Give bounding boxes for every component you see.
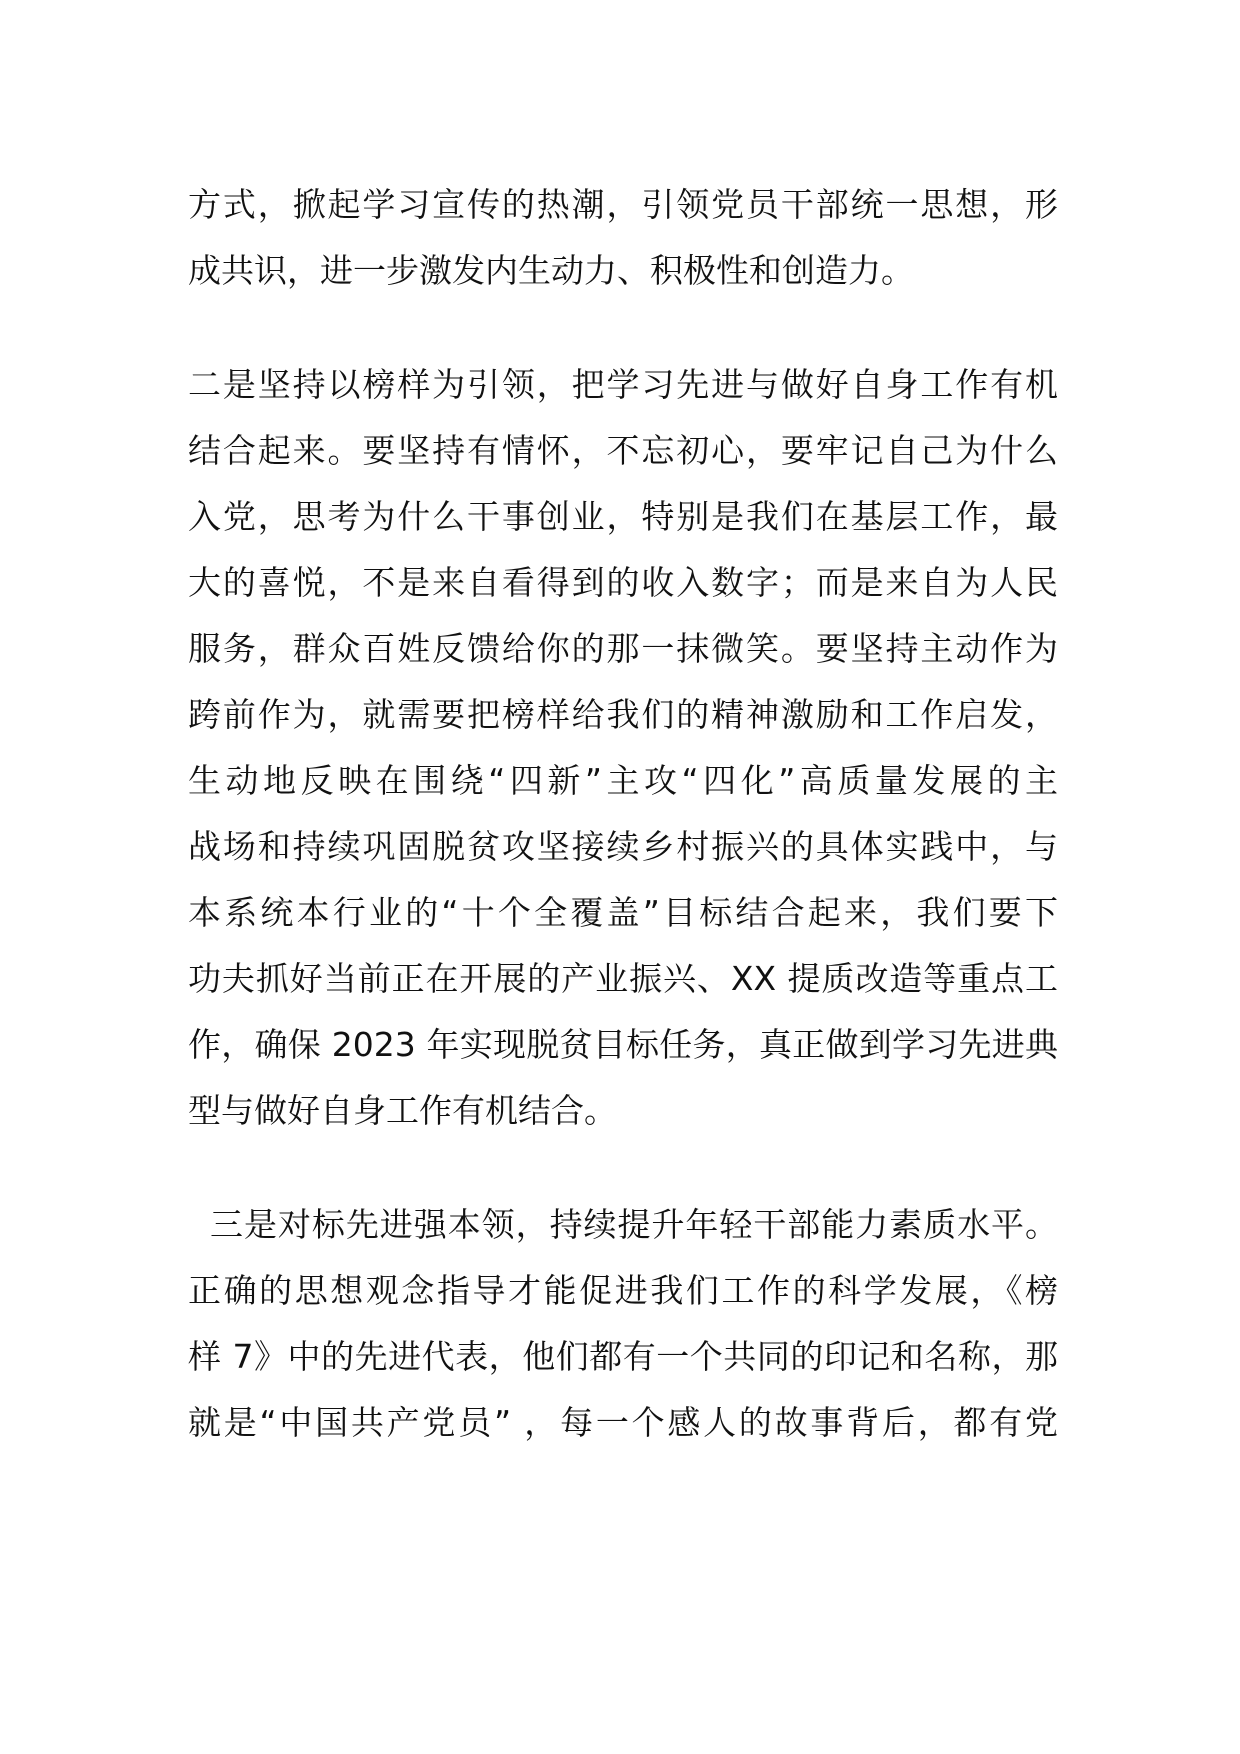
text-line: 方式，掀起学习宣传的热潮，引领党员干部统一思想，形: [188, 185, 1058, 224]
text-line: 功夫抓好当前正在开展的产业振兴、XX 提质改造等重点工: [188, 959, 1058, 998]
text-line: 就是“中国共产党员” ，每一个感人的故事背后，都有党: [188, 1403, 1058, 1442]
text-line: 大的喜悦，不是来自看得到的收入数字；而是来自为人民: [188, 563, 1058, 602]
text-line: 结合起来。要坚持有情怀，不忘初心，要牢记自己为什么: [188, 431, 1058, 470]
text-line: 生动地反映在围绕“四新”主攻“四化”高质量发展的主: [188, 761, 1058, 800]
text-line: 作，确保 2023 年实现脱贫目标任务，真正做到学习先进典: [188, 1025, 1058, 1064]
paragraph-first-line: 三是对标先进强本领，持续提升年轻干部能力素质水平。: [210, 1205, 1058, 1244]
text-line: 服务，群众百姓反馈给你的那一抹微笑。要坚持主动作为: [188, 629, 1058, 668]
text-line: 战场和持续巩固脱贫攻坚接续乡村振兴的具体实践中，与: [188, 827, 1058, 866]
text-line: 入党，思考为什么干事创业，特别是我们在基层工作，最: [188, 497, 1058, 536]
text-line: 成共识，进一步激发内生动力、积极性和创造力。: [188, 251, 914, 290]
text-line: 样 7》中的先进代表，他们都有一个共同的印记和名称，那: [188, 1337, 1058, 1376]
paragraph-first-line: 二是坚持以榜样为引领，把学习先进与做好自身工作有机: [188, 365, 1058, 404]
text-line: 跨前作为，就需要把榜样给我们的精神激励和工作启发，: [188, 695, 1058, 734]
text-line: 本系统本行业的“十个全覆盖”目标结合起来，我们要下: [188, 893, 1058, 932]
text-line: 型与做好自身工作有机结合。: [188, 1091, 617, 1130]
text-line: 正确的思想观念指导才能促进我们工作的科学发展，《榜: [188, 1271, 1058, 1310]
